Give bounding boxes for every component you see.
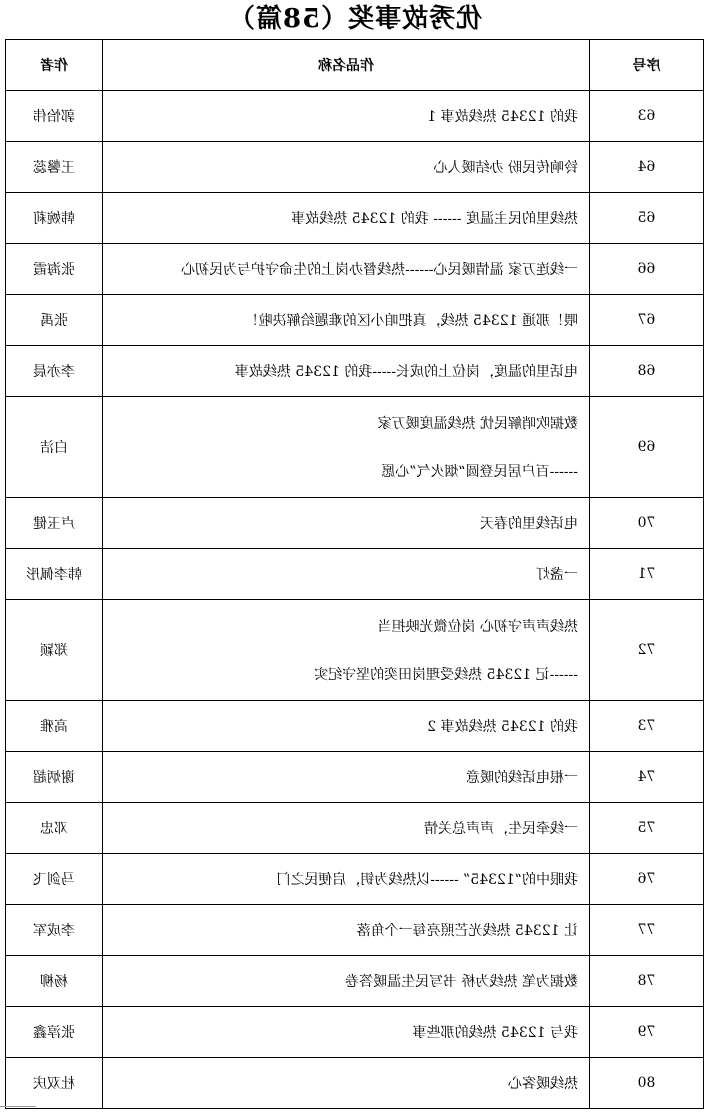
table-row bbox=[6, 295, 704, 346]
row-author: 李成军 bbox=[6, 905, 103, 956]
row-author: 李亦晨 bbox=[6, 346, 103, 397]
work-title-line: 热线暖客心 bbox=[508, 1076, 578, 1092]
work-title-line: 我眼中的“12345” ------以热线为钥，启便民之门 bbox=[276, 872, 578, 888]
work-title-line: 我的 12345 热线故事 2 bbox=[427, 719, 578, 735]
row-seq: 65 bbox=[590, 193, 704, 244]
work-title-line: 热线声声守初心 岗位微光映担当 bbox=[377, 619, 578, 635]
table-row bbox=[6, 956, 704, 1007]
table-row bbox=[6, 905, 704, 956]
row-work-title bbox=[103, 905, 590, 956]
work-title-line: 一线牵民生，声声总关情 bbox=[424, 821, 578, 837]
row-seq: 66 bbox=[590, 244, 704, 295]
row-work-title bbox=[103, 295, 590, 346]
work-title-line: 一盏灯 bbox=[536, 567, 578, 583]
page-title: 优秀故事奖（58篇） bbox=[227, 4, 483, 34]
row-work-title bbox=[103, 1007, 590, 1058]
row-seq: 67 bbox=[590, 295, 704, 346]
header-row bbox=[6, 40, 704, 91]
table-row bbox=[6, 1007, 704, 1058]
row-seq: 78 bbox=[590, 956, 704, 1007]
work-title-line: ------记 12345 热线受理岗田奕的坚守纪实 bbox=[314, 667, 578, 683]
row-author: 郑颖 bbox=[6, 600, 103, 701]
row-seq: 71 bbox=[590, 549, 704, 600]
table-row bbox=[6, 803, 704, 854]
row-author: 卢玉健 bbox=[6, 498, 103, 549]
work-title-line: 喂！那通 12345 热线，真把咱小区的难题给解决啦！ bbox=[244, 313, 578, 329]
row-seq: 68 bbox=[590, 346, 704, 397]
row-work-title bbox=[103, 803, 590, 854]
row-author: 杜双庆 bbox=[6, 1058, 103, 1109]
work-title-line: 电话里的温度，岗位上的成长-----我的 12345 热线故事 bbox=[234, 364, 578, 380]
row-author: 杨柳 bbox=[6, 956, 103, 1007]
row-seq: 77 bbox=[590, 905, 704, 956]
row-author: 邓忠 bbox=[6, 803, 103, 854]
table-row bbox=[6, 91, 704, 142]
header-seq: 序号 bbox=[590, 40, 704, 91]
table-row bbox=[6, 244, 704, 295]
row-work-title bbox=[103, 91, 590, 142]
table-row bbox=[6, 549, 704, 600]
row-author: 马剑飞 bbox=[6, 854, 103, 905]
work-title-line: ------百户居民登圆“烟火气”心愿 bbox=[381, 464, 578, 480]
table-row bbox=[6, 346, 704, 397]
row-author: 韩婉莉 bbox=[6, 193, 103, 244]
row-seq: 63 bbox=[590, 91, 704, 142]
work-title-line: 一根电话线的暖意 bbox=[466, 770, 578, 786]
work-title-line: 数据吹哨解民忧 热线温度暖万家 bbox=[377, 416, 578, 432]
work-title-line: 电话线里的春天 bbox=[480, 516, 578, 532]
row-seq: 69 bbox=[590, 397, 704, 498]
row-author: 谢炳超 bbox=[6, 752, 103, 803]
row-work-title bbox=[103, 752, 590, 803]
work-title-line: 一线连万家 温情暖民心------热线督办岗上的生命守护与为民初心 bbox=[181, 262, 578, 278]
table-row bbox=[6, 701, 704, 752]
row-author: 张淳鑫 bbox=[6, 1007, 103, 1058]
table-row bbox=[6, 498, 704, 549]
header-work: 作品名称 bbox=[103, 40, 590, 91]
work-title-line: 数据为笔 热线为桥 书写民生温暖答卷 bbox=[345, 974, 578, 990]
row-work-title bbox=[103, 498, 590, 549]
row-work-title bbox=[103, 397, 590, 498]
row-work-title bbox=[103, 701, 590, 752]
work-title-line: 我的 12345 热线故事 1 bbox=[427, 109, 578, 125]
row-seq: 76 bbox=[590, 854, 704, 905]
work-title-line: 热线里的民主温度 ------ 我的 12345 热线故事 bbox=[291, 211, 578, 227]
row-seq: 79 bbox=[590, 1007, 704, 1058]
row-seq: 72 bbox=[590, 600, 704, 701]
table-row bbox=[6, 600, 704, 701]
row-seq: 64 bbox=[590, 142, 704, 193]
row-seq: 80 bbox=[590, 1058, 704, 1109]
table-body bbox=[6, 91, 704, 1109]
row-work-title bbox=[103, 244, 590, 295]
row-seq: 73 bbox=[590, 701, 704, 752]
row-work-title bbox=[103, 549, 590, 600]
row-seq: 70 bbox=[590, 498, 704, 549]
row-work-title bbox=[103, 854, 590, 905]
table-row bbox=[6, 854, 704, 905]
row-author: 韩李佩彤 bbox=[6, 549, 103, 600]
row-author: 白洁 bbox=[6, 397, 103, 498]
work-title-line: 我与 12345 热线的那些事 bbox=[412, 1025, 578, 1041]
row-work-title bbox=[103, 142, 590, 193]
row-author: 张海霞 bbox=[6, 244, 103, 295]
awards-table bbox=[5, 39, 704, 1109]
table-row bbox=[6, 193, 704, 244]
row-seq: 74 bbox=[590, 752, 704, 803]
table-row bbox=[6, 1058, 704, 1109]
row-seq: 75 bbox=[590, 803, 704, 854]
row-work-title bbox=[103, 193, 590, 244]
row-author: 高雅 bbox=[6, 701, 103, 752]
table-row bbox=[6, 397, 704, 498]
work-title-line: 让 12345 热线光芒照亮每一个角落 bbox=[356, 923, 578, 939]
row-author: 张禹 bbox=[6, 295, 103, 346]
row-work-title bbox=[103, 1058, 590, 1109]
row-author: 王馨蕊 bbox=[6, 142, 103, 193]
table-row bbox=[6, 752, 704, 803]
work-title-line: 铃响传民盼 办结暖人心 bbox=[433, 160, 578, 176]
row-work-title bbox=[103, 346, 590, 397]
row-author: 郭怡伟 bbox=[6, 91, 103, 142]
table-row bbox=[6, 142, 704, 193]
row-work-title bbox=[103, 956, 590, 1007]
header-author: 作者 bbox=[6, 40, 103, 91]
row-work-title bbox=[103, 600, 590, 701]
